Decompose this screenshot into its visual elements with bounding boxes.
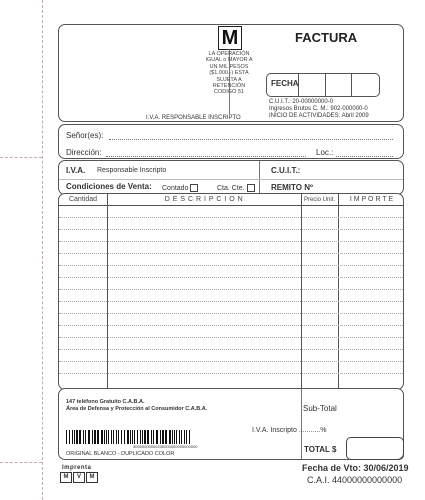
barcode-bar: [169, 430, 171, 444]
contado-checkbox[interactable]: [190, 184, 198, 192]
barcode-bar: [72, 430, 73, 444]
letter-note: LA OPERACIÓN IGUAL o MAYOR A UN MIL PESOS ($1.000.-) ESTA SUJETA A RETENCIÓN CODIGO 51: [205, 51, 253, 96]
date-divider-3: [351, 74, 352, 96]
barcode-bar: [181, 430, 182, 444]
col-divider-3: [338, 194, 339, 389]
barcode-bar: [184, 430, 185, 444]
table-row[interactable]: [59, 301, 403, 302]
subtotal-label: Sub-Total: [303, 404, 337, 413]
activity-line: INICIO DE ACTIVIDADES: Abril 2009: [269, 113, 369, 119]
table-row[interactable]: [59, 241, 403, 242]
printer-logo-letter: M: [60, 472, 72, 483]
perforation-mark-bottom: [0, 462, 42, 463]
barcode-bar: [130, 430, 131, 444]
printer-logo: [60, 472, 99, 483]
cta-cte-checkbox[interactable]: [247, 184, 255, 192]
table-row[interactable]: [59, 229, 403, 230]
footer-divider: [301, 389, 302, 459]
table-row[interactable]: [59, 277, 403, 278]
iva-value: Responsable Inscripto: [97, 167, 167, 174]
tax-divider: [259, 161, 260, 194]
col-divider-2: [301, 194, 302, 389]
defense-line: Área de Defensa y Protección al Consumidor C.A.B.A.: [66, 406, 208, 412]
invoice-footer: [58, 388, 404, 460]
barcode-bar: [160, 430, 161, 444]
barcode-bar: [66, 430, 67, 444]
barcode-bar: [74, 430, 75, 444]
barcode-bar: [172, 430, 173, 444]
invoice-title: FACTURA: [295, 30, 358, 45]
invoice-header: [58, 24, 404, 122]
client-box: [58, 124, 404, 159]
senor-label: Señor(es):: [66, 131, 104, 140]
barcode-bar: [137, 430, 138, 444]
barcode-bar: [162, 430, 164, 444]
col-cantidad-header: Cantidad: [68, 196, 98, 203]
barcode-bar: [174, 430, 175, 444]
barcode-bar: [153, 430, 154, 444]
fecha-vto: Fecha de Vto: 30/06/2019: [302, 463, 409, 473]
col-importe-header: I M P O R T E: [349, 196, 394, 203]
barcode-bar: [127, 430, 129, 444]
barcode-bar: [113, 430, 114, 444]
barcode-bar: [176, 430, 177, 444]
barcode-bar: [97, 430, 99, 444]
barcode-bar: [101, 430, 103, 444]
direccion-field[interactable]: [106, 156, 306, 157]
barcode-bar: [108, 430, 109, 444]
iva-inscripto-label: I.V.A. Inscripto ...........%: [252, 427, 327, 434]
iva-label: I.V.A.: [66, 166, 86, 175]
table-row[interactable]: [59, 217, 403, 218]
table-row[interactable]: [59, 349, 403, 350]
cai-number: C.A.I. 44000000000000: [307, 475, 403, 485]
loc-label: Loc.:: [316, 148, 334, 157]
total-label: TOTAL $: [304, 445, 337, 454]
barcode-number: 30000000000230000000000000000: [133, 444, 198, 449]
tax-box: [58, 160, 404, 195]
invoice-letter-box: [218, 26, 242, 50]
invoice-letter: M: [221, 26, 239, 49]
barcode-bar: [116, 430, 117, 444]
barcode-bar: [142, 430, 143, 444]
original-note: ORIGINAL BLANCO - DUPLICADO COLOR: [66, 451, 175, 457]
barcode-bar: [156, 430, 158, 444]
table-row[interactable]: [59, 289, 403, 290]
barcode-bar: [140, 430, 141, 444]
table-row[interactable]: [59, 265, 403, 266]
perforation-mark-top: [0, 157, 42, 158]
senor-field[interactable]: [109, 139, 393, 140]
contado-option[interactable]: [162, 184, 198, 192]
barcode-bar: [132, 430, 133, 444]
barcode-bar: [88, 430, 90, 444]
col-divider-1: [107, 194, 108, 389]
barcode-bar: [147, 430, 149, 444]
contado-label: Contado: [162, 184, 189, 192]
barcode-bar: [118, 430, 119, 444]
direccion-label: Dirección:: [66, 148, 102, 157]
barcode-image: [66, 430, 192, 444]
table-row[interactable]: [59, 253, 403, 254]
barcode-bar: [94, 430, 96, 444]
items-table: [58, 193, 404, 390]
barcode-bar: [79, 430, 81, 444]
date-label: FECHA: [271, 79, 299, 88]
table-row[interactable]: [59, 313, 403, 314]
barcode-bar: [134, 430, 135, 444]
table-row[interactable]: [59, 361, 403, 362]
cta-cte-label: Cta. Cte.: [217, 184, 245, 192]
barcode-bar: [76, 430, 78, 444]
barcode-bar: [144, 430, 146, 444]
barcode-bar: [83, 430, 84, 444]
barcode-bar: [104, 430, 105, 444]
remito-label: REMITO Nº: [271, 183, 313, 192]
sale-condition-label: Condiciones de Venta:: [66, 182, 152, 191]
iva-condition: I.V.A. RESPONSABLE INSCRIPTO: [146, 115, 241, 121]
barcode-bar: [151, 430, 152, 444]
phone-line: 147 teléfono Gratuito C.A.B.A.: [66, 399, 145, 405]
table-row[interactable]: [59, 373, 403, 374]
barcode-bar: [186, 430, 187, 444]
cuit-label: C.U.I.T.:: [271, 166, 301, 175]
iibb-line: Ingresos Brutos C. M.: 902-000000-0: [269, 106, 368, 112]
cuit-line: C.U.I.T.: 20-00000000-0: [269, 99, 334, 105]
table-row[interactable]: [59, 325, 403, 326]
barcode-bar: [121, 430, 122, 444]
date-box: [266, 73, 380, 97]
barcode-bar: [85, 430, 86, 444]
col-descripcion-header: D E S C R I P C I O N: [164, 196, 244, 203]
table-header-divider: [59, 205, 403, 206]
barcode-bar: [189, 430, 190, 444]
barcode-bar: [165, 430, 167, 444]
table-row[interactable]: [59, 337, 403, 338]
barcode-bar: [69, 430, 70, 444]
printer-logo-letter: M: [86, 472, 98, 483]
printer-logo-letter: V: [73, 472, 85, 483]
col-precio-header: Precio Unit.: [303, 197, 335, 203]
barcode-bar: [179, 430, 180, 444]
barcode-bar: [106, 430, 107, 444]
cta-cte-option[interactable]: [217, 184, 255, 192]
perforation-line: [42, 0, 43, 500]
loc-field[interactable]: [336, 156, 393, 157]
total-amount-field[interactable]: [346, 437, 404, 460]
date-divider-1: [298, 74, 299, 96]
barcode-bar: [124, 430, 125, 444]
printer-label: Imprenta: [62, 465, 92, 471]
barcode-bar: [92, 430, 93, 444]
tax-row-divider: [59, 179, 403, 180]
barcode-bar: [111, 430, 112, 444]
date-divider-2: [325, 74, 326, 96]
